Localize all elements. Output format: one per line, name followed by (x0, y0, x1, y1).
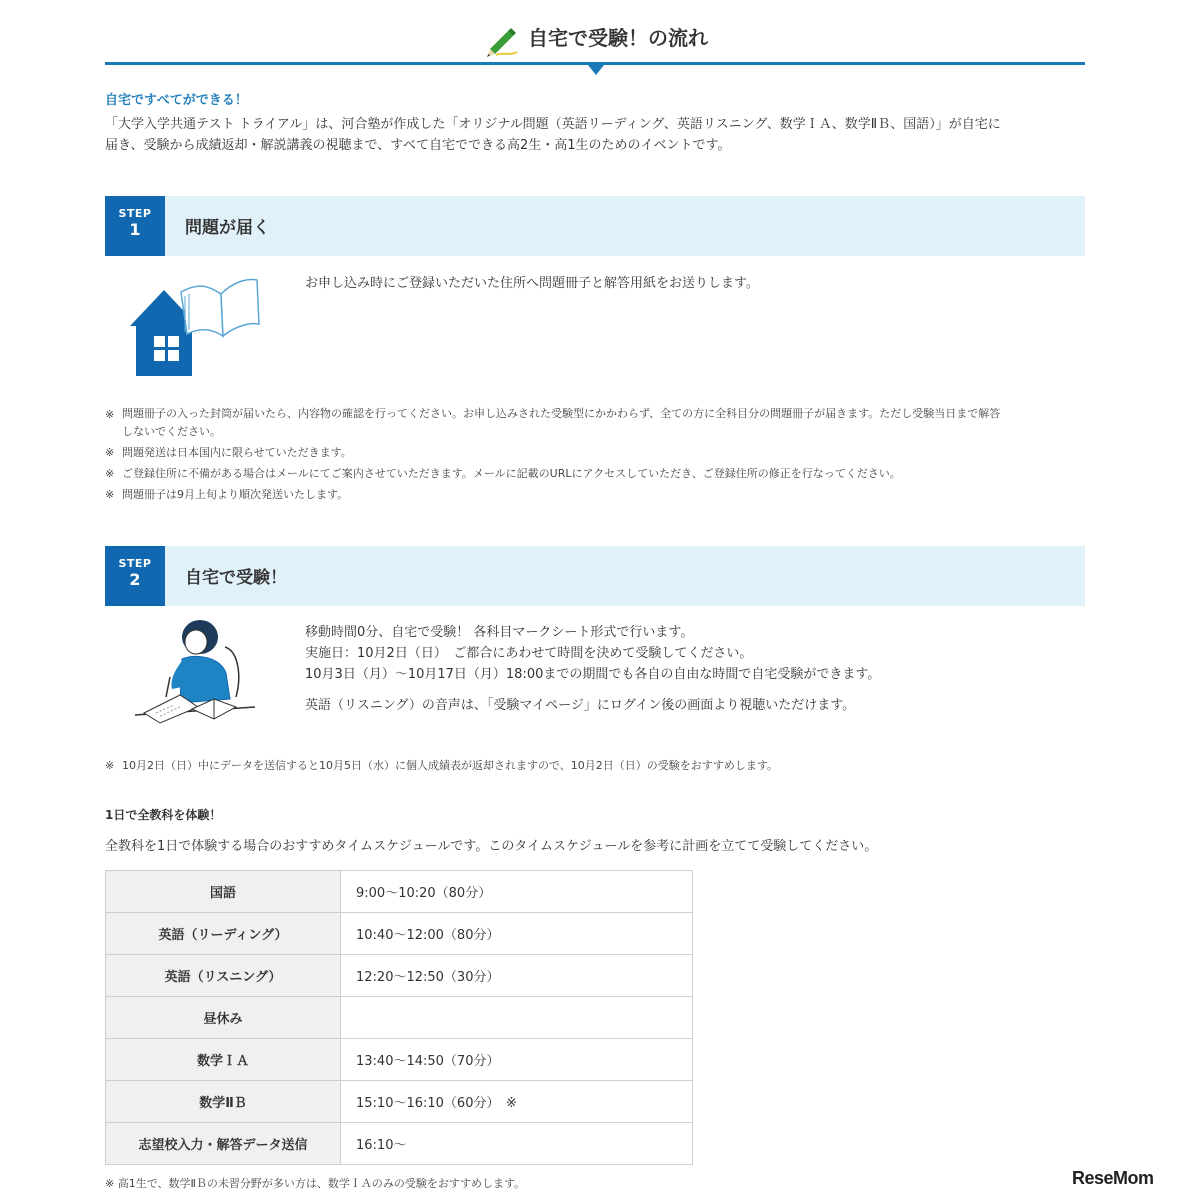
student-taking-exam-icon (130, 615, 260, 735)
time-cell: 9:00～10:20（80分） (341, 871, 693, 913)
table-row (106, 1123, 693, 1165)
note-mark: ※ (105, 446, 115, 459)
subject-cell: 数学ＩＡ (106, 1039, 341, 1081)
time-cell: 10:40～12:00（80分） (341, 913, 693, 955)
step1-badge (105, 196, 165, 256)
step1-note (105, 405, 1085, 441)
house-with-booklet-icon (125, 270, 265, 380)
step2-line: 移動時間0分、自宅で受験！ 各科目マークシート形式で行います。 (305, 625, 694, 640)
subject-cell: 数学ⅡＢ (106, 1081, 341, 1123)
time-cell: 13:40～14:50（70分） (341, 1039, 693, 1081)
note-mark: ※ (105, 408, 115, 421)
step1-note (105, 485, 1085, 505)
note-mark: ※ (105, 467, 115, 480)
step1-title: 問題が届く (185, 218, 270, 238)
step1-label: STEP (118, 207, 152, 220)
step2-number: 2 (129, 570, 141, 589)
page-title: 自宅で受験！の流れ (528, 26, 708, 50)
step1-notes (105, 405, 1085, 505)
subject-cell: 英語（リスニング） (106, 955, 341, 997)
table-row (106, 913, 693, 955)
pencil-icon (482, 21, 520, 59)
step2-badge (105, 546, 165, 606)
note-text: 問題発送は日本国内に限らせていただきます。 (122, 446, 352, 459)
step1-note (105, 443, 1085, 463)
intro-line-1: 「大学入学共通テスト トライアル」は、河合塾が作成した「オリジナル問題（英語リーディング、英語リスニング、数学ＩＡ、数学ⅡＢ、国語）」が自宅に (105, 117, 1001, 132)
subject-cell: 英語（リーディング） (106, 913, 341, 955)
step2-notes (105, 756, 1085, 776)
schedule-table (105, 870, 693, 1165)
table-row (106, 997, 693, 1039)
time-cell (341, 997, 693, 1039)
step2-line: 実施日：10月2日（日） ご都合にあわせて時間を決めて受験してください。 (305, 646, 753, 661)
title-wrap (105, 20, 1085, 59)
time-cell: 12:20～12:50（30分） (341, 955, 693, 997)
table-row (106, 955, 693, 997)
step1-description: お申し込み時にご登録いただいた住所へ問題冊子と解答用紙をお送りします。 (305, 276, 759, 291)
subject-cell: 国語 (106, 871, 341, 913)
note-text: 問題冊子の入った封筒が届いたら、内容物の確認を行ってください。お申し込みされた受験型にかかわらず、全ての方に全科目分の問題冊子が届きます。ただし受験当日まで解答 (122, 407, 1001, 420)
intro-text (105, 114, 1085, 156)
step2-line: 10月3日（月）～10月17日（月）18:00までの期間でも各自の自由な時間で自宅受験ができます。 (305, 667, 881, 682)
step2-note (105, 756, 1085, 776)
table-row (106, 1039, 693, 1081)
resemom-logo: ReseMom (1072, 1168, 1154, 1188)
note-text: ご登録住所に不備がある場合はメールにてご案内させていただきます。メールに記載のURLにアクセスしていただき、ご登録住所の修正を行なってください。 (122, 467, 901, 480)
intro-line-2: 届き、受験から成績返却・解説講義の視聴まで、すべて自宅でできる高2生・高1生のためのイベントです。 (105, 138, 731, 153)
time-cell: 15:10～16:10（60分） ※ (341, 1081, 693, 1123)
subject-cell: 昼休み (106, 997, 341, 1039)
step2-title: 自宅で受験！ (185, 568, 287, 588)
schedule-footnote: ※ 高1生で、数学ⅡＢの未習分野が多い方は、数学ＩＡのみの受験をおすすめします。 (105, 1177, 526, 1190)
schedule-intro: 全教科を1日で体験する場合のおすすめタイムスケジュールです。このタイムスケジュールを参考に計画を立てて受験してください。 (105, 839, 878, 854)
step1-note (105, 464, 1085, 484)
note-text: 10月2日（日）中にデータを送信すると10月5日（水）に個人成績表が返却されますので、10月2日（日）の受験をおすすめします。 (122, 759, 778, 772)
subject-cell: 志望校入力・解答データ送信 (106, 1123, 341, 1165)
table-row (106, 871, 693, 913)
note-text-cont: しないでください。 (122, 425, 221, 438)
note-text: 問題冊子は9月上旬より順次発送いたします。 (122, 488, 349, 501)
schedule-heading: 1日で全教科を体験！ (105, 808, 222, 822)
page-header (105, 18, 1085, 78)
step1-number: 1 (129, 220, 141, 239)
header-arrow (588, 65, 604, 75)
intro-heading: 自宅ですべてができる！ (105, 93, 248, 108)
note-mark: ※ (105, 488, 115, 501)
step1-bar (105, 196, 1085, 256)
step2-description (305, 622, 880, 716)
step2-line: 英語（リスニング）の音声は、「受験マイページ」にログイン後の画面より視聴いただけます。 (305, 698, 856, 713)
note-mark: ※ (105, 759, 115, 772)
time-cell: 16:10～ (341, 1123, 693, 1165)
step2-label: STEP (118, 557, 152, 570)
table-row (106, 1081, 693, 1123)
step2-bar (105, 546, 1085, 606)
